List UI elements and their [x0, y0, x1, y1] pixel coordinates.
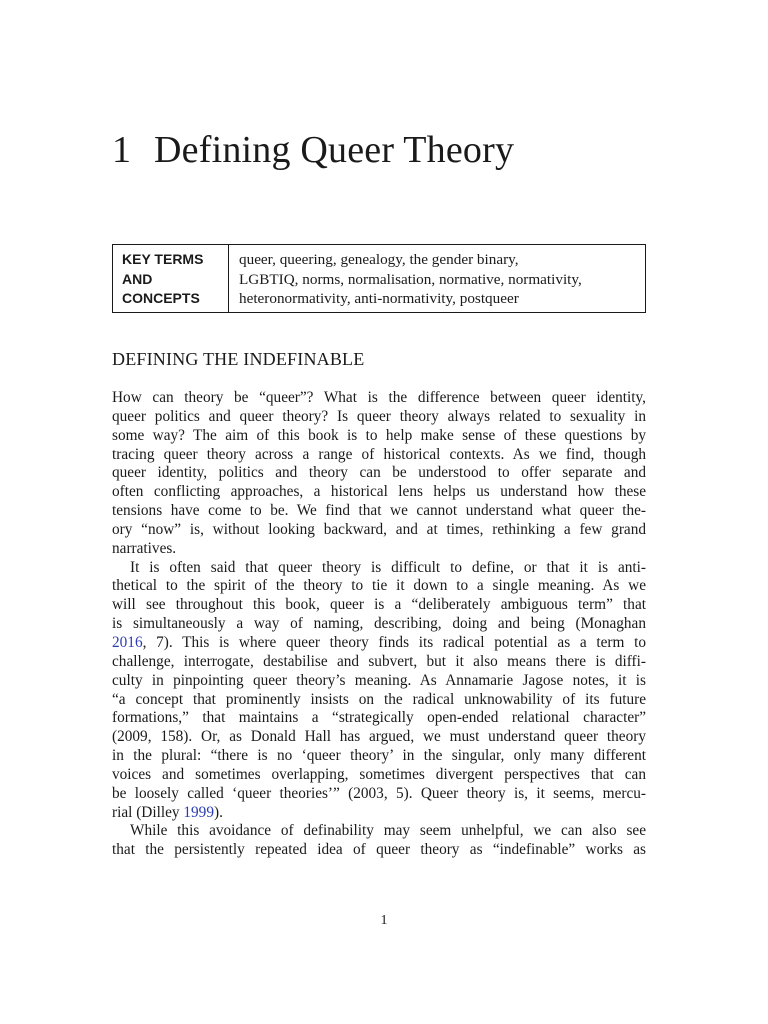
body-line: thetical to the spirit of the theory to tie it down to a single meaning. As we: [112, 577, 646, 595]
citation-link-monaghan-2016[interactable]: 2016: [112, 633, 143, 651]
body-line: It is often said that queer theory is difficult to define, or that it is anti-: [130, 558, 646, 576]
body-line: in the plural: “there is no ‘queer theory’ in the singular, only many different: [112, 747, 646, 765]
citation-link-dilley-1999[interactable]: 1999: [183, 803, 214, 821]
chapter-number: 1: [112, 129, 132, 171]
body-line: be loosely called ‘queer theories’” (2003, 5). Queer theory is, it seems, mercu-: [112, 784, 646, 802]
body-line-text: , 7). This is where queer theory finds its radical potential as a term to: [142, 633, 646, 651]
body-line: queer identity, politics and theory can be understood to offer separate and: [112, 464, 646, 482]
body-line: will see throughout this book, queer is a “deliberately ambiguous term” that: [112, 596, 646, 614]
body-line: narratives.: [112, 539, 177, 557]
page-number: 1: [380, 913, 388, 928]
key-terms-label-line: CONCEPTS: [122, 290, 200, 306]
body-text: [112, 389, 646, 860]
body-line: “a concept that prominently insists on the radical unknowability of its future: [112, 690, 646, 708]
key-terms-label: [113, 245, 229, 312]
body-line: tensions have come to be. We find that we cannot understand what queer the-: [112, 502, 646, 520]
body-line: often conflicting approaches, a historical lens helps us understand how these: [112, 483, 646, 501]
body-line: queer politics and queer theory? Is queer theory always related to sexuality in: [112, 407, 646, 425]
section-heading: DEFINING THE INDEFINABLE: [112, 349, 365, 369]
key-terms-label-line: AND: [122, 270, 153, 287]
body-line: some way? The aim of this book is to help make sense of these questions by: [112, 426, 646, 444]
body-line: voices and sometimes overlapping, sometimes divergent perspectives that can: [112, 765, 646, 783]
key-terms-line: LGBTIQ, norms, normalisation, normative, normativity,: [239, 270, 582, 288]
body-line: How can theory be “queer”? What is the difference between queer identity,: [112, 389, 646, 406]
key-terms-box: [112, 244, 646, 313]
body-line: culty in pinpointing queer theory’s meaning. As Annamarie Jagose notes, it is: [112, 671, 646, 689]
body-line: While this avoidance of definability may seem unhelpful, we can also see: [130, 822, 646, 840]
body-line-monaghan: [112, 634, 646, 653]
body-line-text: rial (Dilley: [112, 803, 184, 821]
key-terms-label-line: KEY TERMS: [122, 251, 204, 267]
body-line: is simultaneously a way of naming, describing, doing and being (Monaghan: [112, 615, 646, 633]
key-terms-list: [229, 245, 645, 312]
key-terms-line: heteronormativity, anti-normativity, postqueer: [239, 290, 519, 307]
body-line: formations,” that maintains a “strategically open-ended relational character”: [112, 709, 646, 727]
body-line: ory “now” is, without looking backward, and at times, rethinking a few grand: [112, 520, 646, 538]
body-line: (2009, 158). Or, as Donald Hall has argued, we must understand queer theory: [112, 728, 646, 746]
body-line: challenge, interrogate, destabilise and subvert, but it also means there is diffi-: [112, 652, 646, 670]
body-line-dilley: [112, 804, 646, 823]
body-line: tracing queer theory across a range of historical contexts. As we find, though: [112, 445, 646, 463]
chapter-title-text: Defining Queer Theory: [154, 129, 515, 171]
body-line-text: ).: [213, 803, 223, 821]
chapter-title: [112, 126, 514, 174]
key-terms-line: queer, queering, genealogy, the gender binary,: [239, 251, 519, 268]
body-line: that the persistently repeated idea of queer theory as “indefinable” works as: [112, 841, 646, 859]
